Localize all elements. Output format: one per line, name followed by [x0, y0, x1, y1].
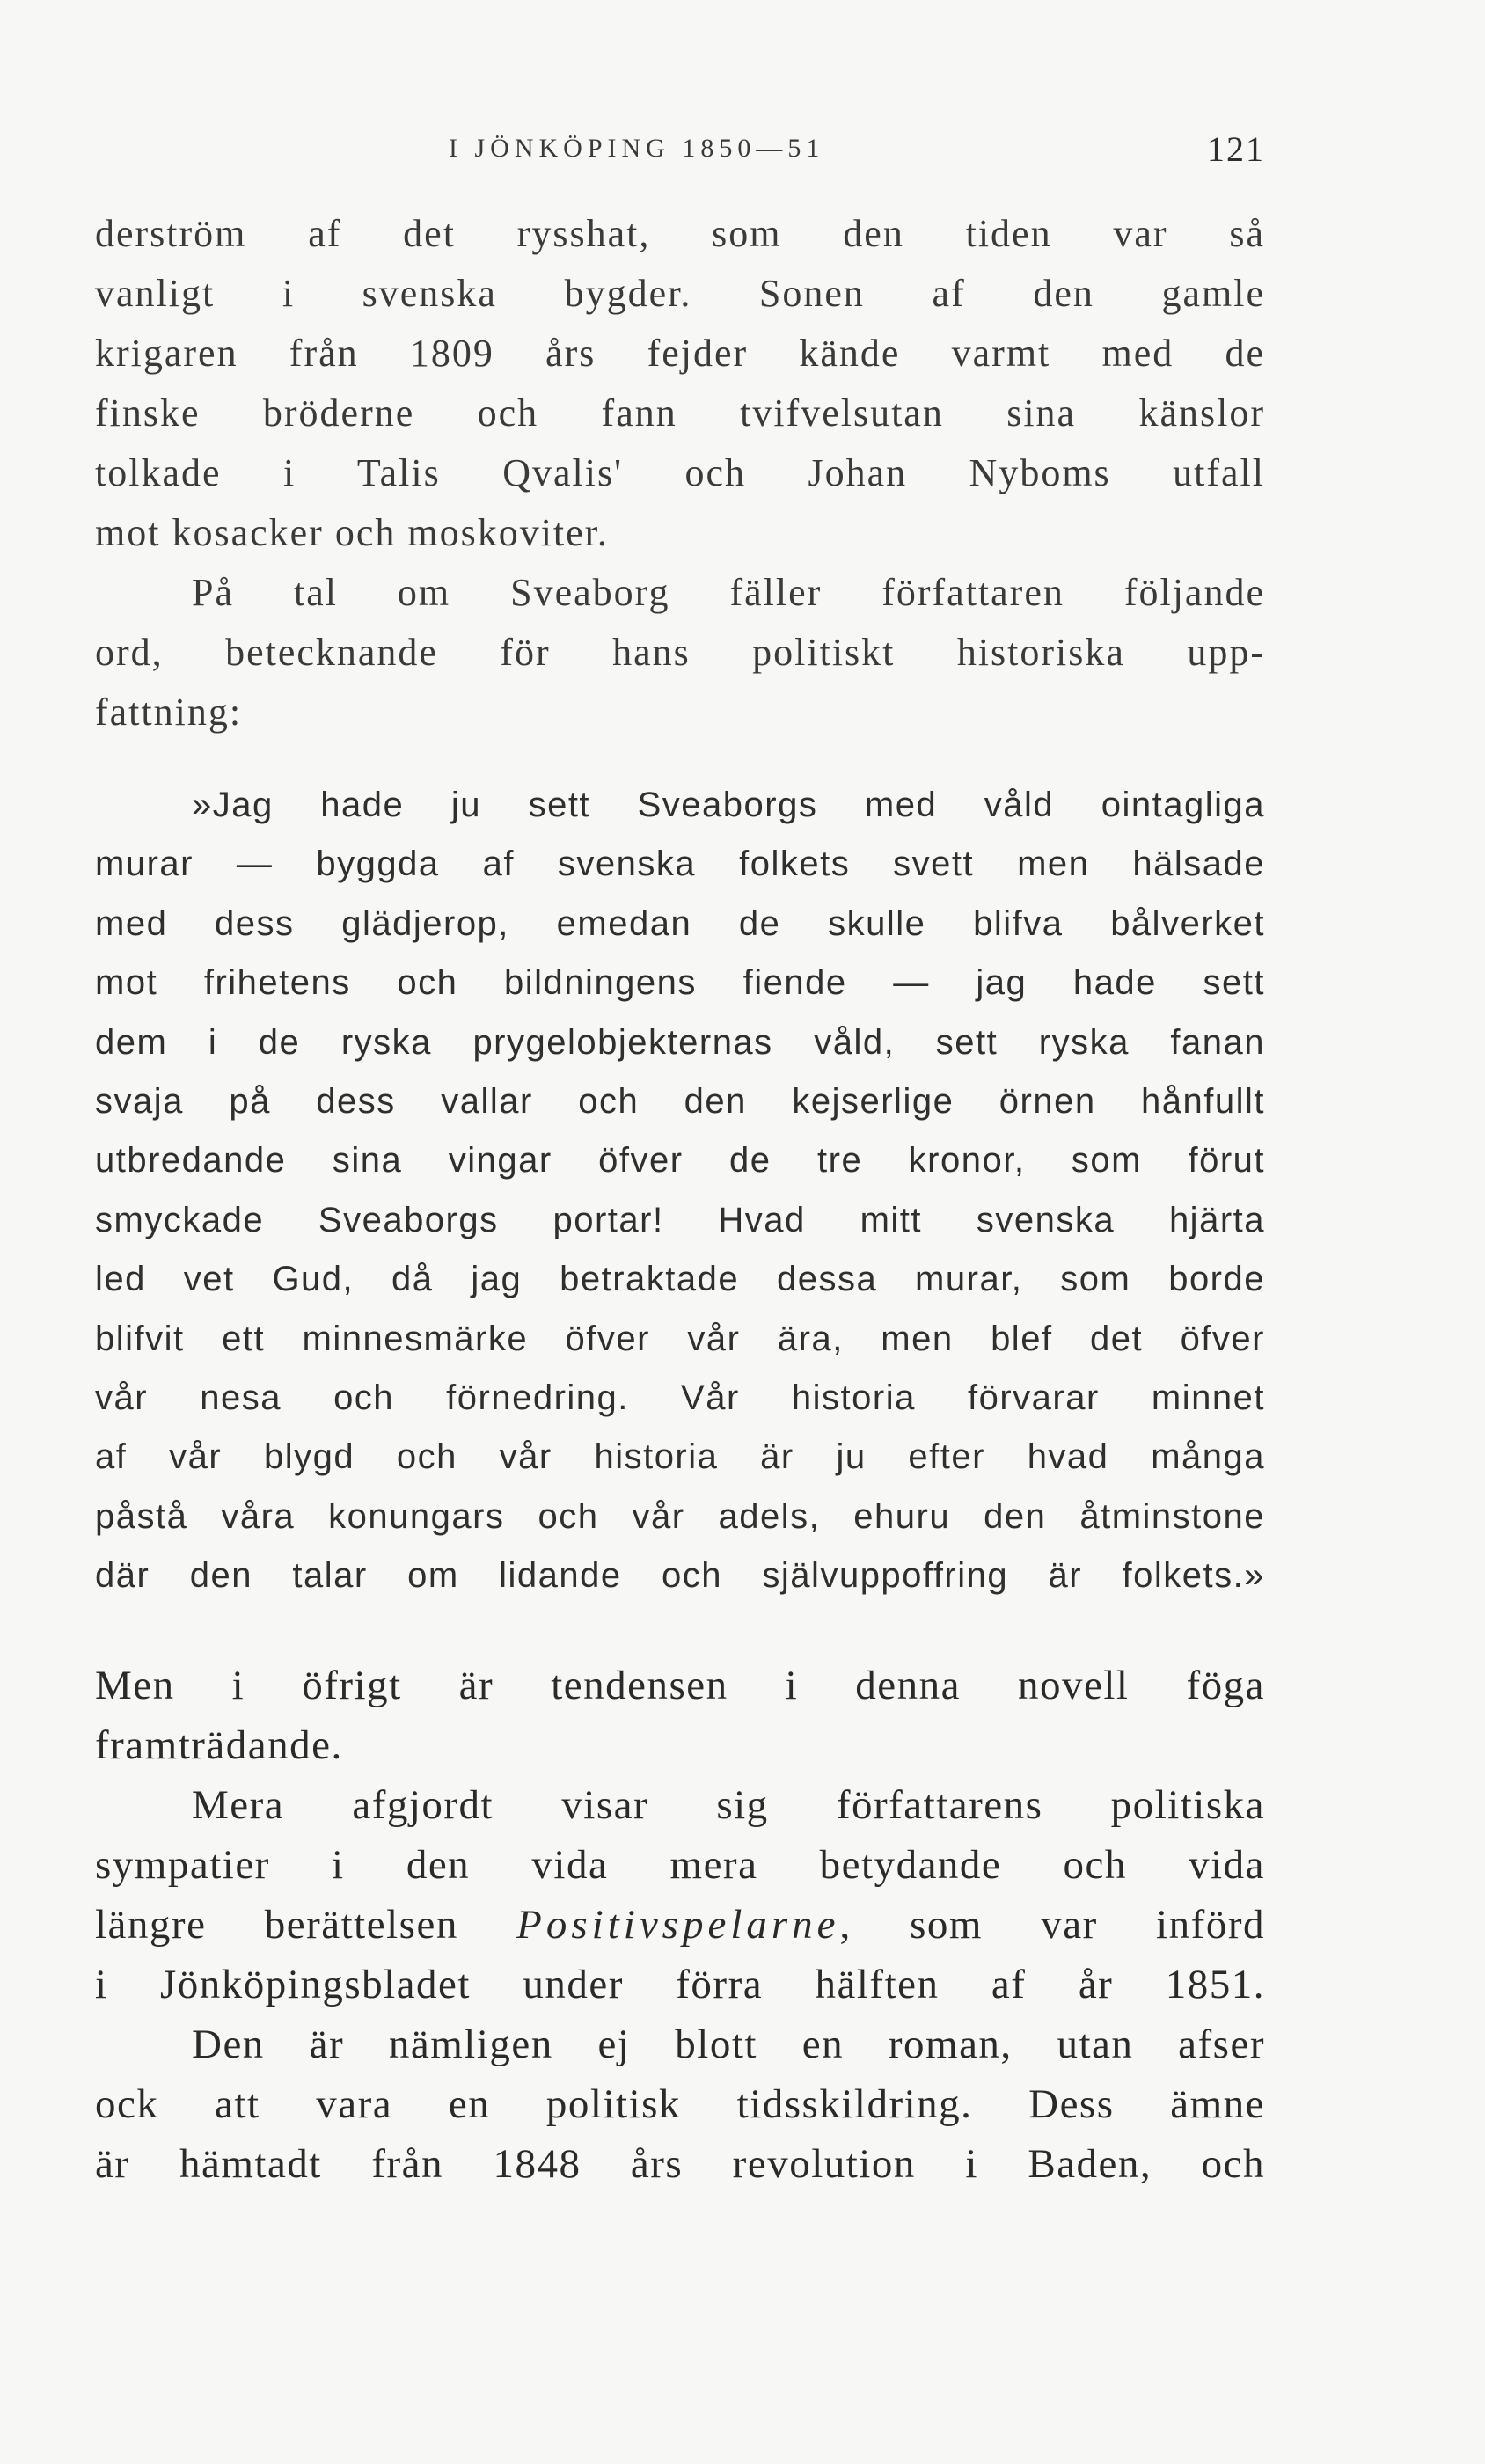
text-line: vanligt i svenska bygder. Sonen af den gamle: [95, 272, 1265, 315]
quote-line: utbredande sina vingar öfver de tre kronor, som förut: [95, 1141, 1265, 1181]
text-line: fattning:: [95, 691, 243, 734]
text-line: tolkade i Talis Qvalis' och Johan Nyboms utfall: [95, 451, 1265, 494]
quote-line: dem i de ryska prygelobjekternas våld, sett ryska fanan: [95, 1022, 1265, 1062]
text-line: derström af det rysshat, som den tiden var så: [95, 212, 1265, 255]
quote-line: svaja på dess vallar och den kejserlige örnen hånfullt: [95, 1081, 1265, 1121]
page-header: [0, 129, 1485, 178]
text-line: krigaren från 1809 års fejder kände varmt med de: [95, 332, 1265, 375]
text-line: framträdande.: [95, 1722, 343, 1768]
text-line: är hämtadt från 1848 års revolution i Baden, och: [95, 2141, 1265, 2187]
text-fragment: , som var införd: [839, 1902, 1265, 1948]
text-line: Mera afgjordt visar sig författarens politiska: [192, 1782, 1265, 1828]
quote-line: af vår blygd och vår historia är ju efter hvad många: [95, 1437, 1265, 1477]
quote-line: led vet Gud, då jag betraktade dessa murar, som borde: [95, 1260, 1265, 1299]
text-line: mot kosacker och moskoviter.: [95, 511, 609, 554]
text-line: Den är nämligen ej blott en roman, utan afser: [192, 2022, 1265, 2067]
body-text-top: [95, 204, 1265, 742]
quote-line: murar — byggda af svenska folkets svett men hälsade: [95, 844, 1265, 884]
book-title: Positivspelarne: [516, 1902, 840, 1948]
running-title: I JÖNKÖPING 1850—51: [449, 134, 825, 163]
text-line: ord, betecknande för hans politiskt historiska upp-: [95, 631, 1265, 674]
quotation-block: [95, 776, 1265, 1605]
text-line: finske bröderne och fann tvifvelsutan sina känslor: [95, 391, 1265, 435]
text-fragment: längre berättelsen: [95, 1902, 517, 1948]
quote-line: vår nesa och förnedring. Vår historia förvarar minnet: [95, 1378, 1265, 1417]
text-line: i Jönköpingsbladet under förra hälften af år 1851.: [95, 1962, 1265, 2007]
quote-line: smyckade Sveaborgs portar! Hvad mitt svenska hjärta: [95, 1200, 1265, 1239]
quote-line: påstå våra konungars och vår adels, ehuru den åtminstone: [95, 1496, 1265, 1536]
quote-line: blifvit ett minnesmärke öfver vår ära, men blef det öfver: [95, 1319, 1265, 1358]
text-line: ock att vara en politisk tidsskildring. Dess ämne: [95, 2081, 1265, 2127]
quote-line: mot frihetens och bildningens fiende — jag hade sett: [95, 963, 1265, 1003]
text-line: Men i öfrigt är tendensen i denna novell föga: [95, 1663, 1265, 1708]
body-text-bottom: [95, 1656, 1265, 2194]
quote-line: »Jag hade ju sett Sveaborgs med våld ointagliga: [192, 786, 1265, 824]
page-number: 121: [1207, 129, 1265, 169]
text-line: På tal om Sveaborg fäller författaren följande: [192, 571, 1265, 614]
quote-line: med dess glädjerop, emedan de skulle blifva bålverket: [95, 903, 1265, 943]
quote-line: där den talar om lidande och självuppoffring är folkets.»: [95, 1556, 1265, 1596]
text-line-with-title: [95, 1895, 1265, 1955]
text-line: sympatier i den vida mera betydande och vida: [95, 1842, 1265, 1888]
